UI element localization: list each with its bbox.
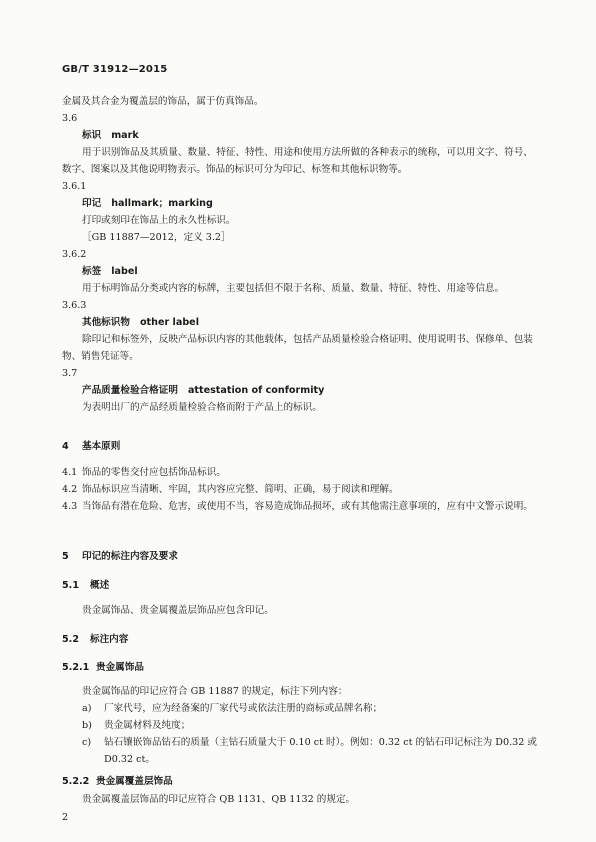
term-zh: 印记	[82, 198, 102, 209]
clause-title: 贵金属覆盖层饰品	[96, 776, 173, 787]
clause-title: 标注内容	[90, 634, 129, 645]
term-zh: 标识	[82, 130, 102, 141]
term-zh: 标签	[82, 266, 102, 277]
clause-3-6-1-number: 3.6.1	[62, 181, 87, 192]
clause-5-2-1-heading	[62, 659, 144, 673]
intro-line: 金属及其合金为覆盖层的饰品，属于仿真饰品。	[62, 96, 264, 107]
clause-5-2-1-text: 贵金属饰品的印记应符合 GB 11887 的规定，标注下列内容：	[82, 686, 348, 697]
clause-3-6-term	[62, 127, 538, 144]
clause-title: 贵金属饰品	[96, 662, 144, 673]
term-en: hallmark；marking	[111, 198, 213, 209]
clause-3-6-definition: 用于识别饰品及其质量、数量、特征、特性、用途和使用方法所做的各种表示的统称，可以用文字、符号、数字、图案以及其他说明物表示。饰品的标识可分为印记、标签和其他标识物等。	[62, 147, 533, 175]
clause-3-6-1-reference: ［GB 11887—2012，定义 3.2］	[82, 232, 231, 243]
clause-number: 4.2	[62, 484, 78, 495]
clause-4-1	[62, 464, 538, 481]
term-en: attestation of conformity	[187, 385, 325, 396]
clause-4-3	[62, 498, 538, 515]
section-title: 印记的标注内容及要求	[82, 551, 178, 562]
list-item	[82, 700, 538, 717]
clause-3-7-term	[62, 382, 538, 399]
clause-text: 饰品的零售交付应包括饰品标识。	[82, 467, 226, 478]
clause-text: 当饰品有潜在危险、危害，或使用不当，容易造成饰品损坏，或有其他需注意事项的，应有中文警示说明。	[82, 501, 533, 512]
list-item-key: c)	[82, 737, 92, 748]
list-item-text: 厂家代号，应为经备案的厂家代号或依法注册的商标或品牌名称；	[104, 703, 383, 714]
list-item-text: 钻石镶嵌饰品钻石的质量（主钻石质量大于 0.10 ct 时）。例如：0.32 ct 的钻石印记标注为 D0.32 或 D0.32 ct。	[104, 737, 537, 765]
section-5-heading	[62, 548, 178, 562]
term-zh: 其他标识物	[82, 317, 130, 328]
clause-3-6-2-definition: 用于标明饰品分类或内容的标牌，主要包括但不限于名称、质量、数量、特征、特性、用途等信息。	[82, 283, 505, 294]
clause-3-7-number: 3.7	[62, 368, 78, 379]
clause-3-6-1-term	[62, 195, 538, 212]
clause-3-6-3-definition: 除印记和标签外，反映产品标识内容的其他载体，包括产品质量检验合格证明、使用说明书、保修单、包装物、销售凭证等。	[62, 334, 533, 362]
clause-5-2-2-heading	[62, 773, 173, 787]
term-en: label	[111, 266, 138, 277]
clause-5-1-text: 贵金属饰品、贵金属覆盖层饰品应包含印记。	[82, 605, 274, 616]
term-en: other label	[139, 317, 199, 328]
clause-3-6-2-number: 3.6.2	[62, 249, 87, 260]
section-4-heading	[62, 438, 120, 452]
list-item-text: 贵金属材料及纯度；	[104, 720, 191, 731]
clause-number: 4.3	[62, 501, 78, 512]
term-en: mark	[111, 130, 139, 141]
clause-5-2-heading	[62, 631, 128, 645]
clause-3-6-1-definition: 打印或刻印在饰品上的永久性标识。	[82, 215, 236, 226]
standard-code-header: GB/T 31912—2015	[62, 64, 168, 75]
clause-5-2-2-text: 贵金属覆盖层饰品的印记应符合 QB 1131、QB 1132 的规定。	[82, 794, 356, 805]
clause-3-6-2-term	[62, 263, 538, 280]
list-item	[82, 734, 538, 768]
clause-4-2	[62, 481, 538, 498]
list-item	[82, 717, 538, 734]
term-zh: 产品质量检验合格证明	[82, 385, 178, 396]
page-number: 2	[62, 812, 69, 823]
clause-number: 5.2.2	[62, 776, 90, 787]
section-title: 基本原则	[82, 441, 121, 452]
clause-3-7-definition: 为表明出厂的产品经质量检验合格而附于产品上的标识。	[82, 402, 322, 413]
clause-3-6-3-number: 3.6.3	[62, 300, 87, 311]
clause-text: 饰品标识应当清晰、牢固，其内容应完整、简明、正确，易于阅读和理解。	[82, 484, 399, 495]
clause-3-6-3-term	[62, 314, 538, 331]
clause-number: 5.2	[62, 634, 79, 645]
clause-3-6-number: 3.6	[62, 113, 78, 124]
clause-number: 5.2.1	[62, 662, 90, 673]
clause-5-1-heading	[62, 577, 109, 591]
clause-title: 概述	[90, 580, 110, 591]
clause-number: 5.1	[62, 580, 79, 591]
list-item-key: b)	[82, 720, 92, 731]
clause-number: 4.1	[62, 467, 78, 478]
section-number: 5	[62, 551, 69, 562]
section-number: 4	[62, 441, 69, 452]
list-item-key: a)	[82, 703, 92, 714]
